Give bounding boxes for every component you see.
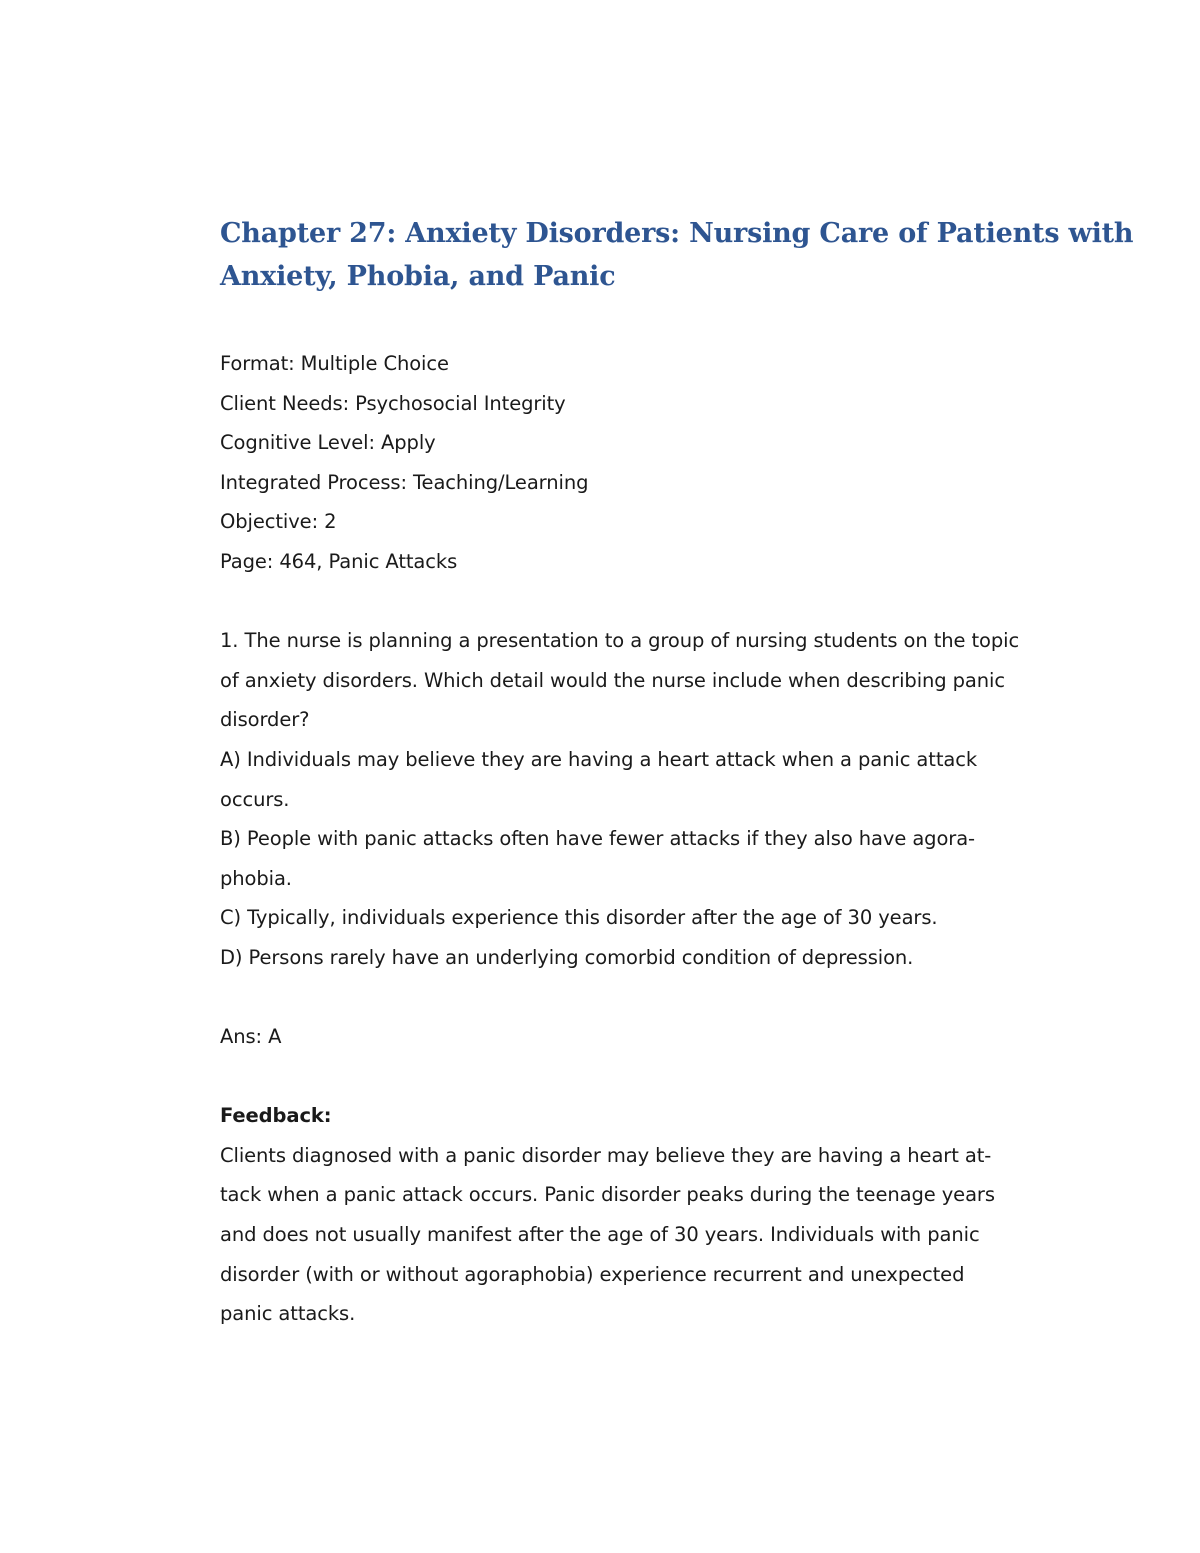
spacer bbox=[220, 1057, 1105, 1097]
feedback-line-5: panic attacks. bbox=[220, 1302, 356, 1326]
option-c-line-1: C) Typically, individuals experience this disorder after the age of 30 years. bbox=[220, 906, 938, 930]
question-block bbox=[220, 621, 1105, 977]
document-content bbox=[220, 212, 1134, 1334]
question-stem-line-2: of anxiety disorders. Which detail would the nurse include when describing panic bbox=[220, 668, 1005, 692]
objective-line: Objective: 2 bbox=[220, 510, 337, 534]
chapter-title bbox=[220, 212, 1134, 298]
option-c bbox=[220, 898, 1105, 938]
page-reference-line: Page: 464, Panic Attacks bbox=[220, 549, 458, 573]
option-d-line-1: D) Persons rarely have an underlying comorbid condition of depression. bbox=[220, 945, 914, 969]
feedback-line-4: disorder (with or without agoraphobia) experience recurrent and unexpected bbox=[220, 1262, 965, 1286]
question-metadata bbox=[220, 344, 1105, 582]
feedback-line-2: tack when a panic attack occurs. Panic disorder peaks during the teenage years bbox=[220, 1183, 995, 1207]
cognitive-level-line: Cognitive Level: Apply bbox=[220, 431, 436, 455]
option-a-line-1: A) Individuals may believe they are having a heart attack when a panic attack bbox=[220, 747, 978, 771]
option-b-line-1: B) People with panic attacks often have fewer attacks if they also have agora- bbox=[220, 827, 975, 851]
spacer bbox=[220, 978, 1105, 1018]
spacer bbox=[220, 582, 1105, 622]
integrated-process-line: Integrated Process: Teaching/Learning bbox=[220, 470, 589, 494]
option-d bbox=[220, 938, 1105, 978]
option-a bbox=[220, 740, 1105, 819]
client-needs-line: Client Needs: Psychosocial Integrity bbox=[220, 391, 566, 415]
question-stem-line-1: 1. The nurse is planning a presentation to a group of nursing students on the topic bbox=[220, 629, 1020, 653]
chapter-title-line-1: Chapter 27: Anxiety Disorders: Nursing Care of Patients with bbox=[220, 218, 1134, 249]
feedback-line-3: and does not usually manifest after the age of 30 years. Individuals with panic bbox=[220, 1223, 980, 1247]
option-b bbox=[220, 819, 1105, 898]
answer-line: Ans: A bbox=[220, 1025, 282, 1049]
feedback-block bbox=[220, 1096, 1105, 1334]
question-stem-line-3: disorder? bbox=[220, 708, 310, 732]
feedback-heading: Feedback: bbox=[220, 1104, 332, 1128]
feedback-line-1: Clients diagnosed with a panic disorder may believe they are having a heart at- bbox=[220, 1143, 992, 1167]
format-line: Format: Multiple Choice bbox=[220, 352, 449, 375]
chapter-title-line-2: Anxiety, Phobia, and Panic bbox=[220, 261, 616, 292]
option-a-line-2: occurs. bbox=[220, 787, 290, 811]
option-b-line-2: phobia. bbox=[220, 866, 292, 890]
answer-block bbox=[220, 1017, 1105, 1057]
